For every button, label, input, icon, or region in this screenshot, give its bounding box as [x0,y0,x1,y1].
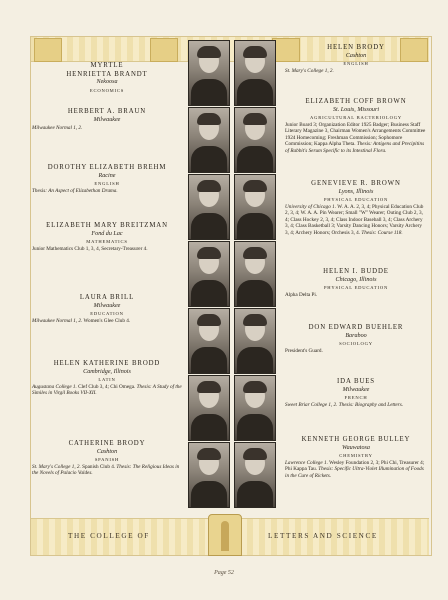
student-course: LATIN [98,377,116,382]
activity-text: Thesis: Course 118. [361,229,403,236]
activity-text: Thesis: Antigens and Precipitins of Rabbit's Serum Specific to its Intestinal Flora. [285,141,425,154]
student-portrait [234,241,276,307]
top-ornament-left-center [150,38,178,62]
portrait-shoulders [237,79,273,106]
activity-text: Thesis: Specific Ultra-Violet Illumination of Foods in the Cure of Rickets. [285,466,424,479]
student-name: GENEVIEVE R. BROWN [311,180,401,187]
portrait-shoulders [191,213,227,240]
activity-text: University of Chicago 1. [285,204,337,210]
student-course: EDUCATION [90,311,124,316]
student-activities [32,246,182,252]
student-portrait [188,241,230,307]
activity-text: W. A. A. 2, 3, 4; Physical Education Club 2, 3, 4; W. A. A. Pin Wearer; Small "W" Wearer; Outing Club 2, 3, 4; Class Hockey 2, 3, 4; Class Indoor Baseball 3, 4; Class Archery 3, 4; Class Basketball 3; Varsity Dancing Honors; Varsity Archery 3, 4; Archery Honors; Orchesis 3, 4. [285,204,424,236]
student-name: HELEN I. BUDDE [323,268,389,275]
portrait-hair [243,448,267,460]
student-course: PHYSICAL EDUCATION [323,197,389,202]
portrait-shoulders [237,481,273,508]
activity-text: Milwaukee Normal 1, 2. [32,125,83,131]
student-course: ENGLISH [343,61,369,66]
portrait-shoulders [237,146,273,173]
student-activities [32,384,182,397]
student-activities [285,68,427,74]
student-name: DON EDWARD BUEHLER [308,324,404,331]
student-hometown: Milwaukee [93,116,121,123]
portrait-shoulders [191,280,227,307]
portrait-shoulders [191,347,227,374]
student-portrait [188,375,230,441]
student-hometown: Cashton [96,448,118,455]
student-name: HENRIETTA BRANDT [66,70,148,78]
student-portrait [234,442,276,508]
portrait-hair [197,180,221,192]
student-portrait [234,375,276,441]
activity-text: Thesis: The Religious Ideas in the Novels of Palacio Valdes. [32,464,180,477]
student-entry [285,44,427,74]
student-activities [32,125,182,131]
student-activities [285,402,427,408]
student-entry [285,180,427,236]
portrait-shoulders [191,79,227,106]
student-entry [32,108,182,131]
page-number: Page 52 [214,570,234,576]
student-activities [285,348,427,354]
activity-text: Thesis: An Aspect of Elizabethan Drama. [32,188,118,194]
activity-text: Thesis: Biography and Letters. [338,402,404,408]
student-course: SOCIOLOGY [339,341,373,346]
student-course: MATHEMATICS [86,239,128,244]
student-name: CATHERINE BRODY [68,440,146,447]
student-hometown: Milwaukee [93,302,121,309]
portrait-hair [197,113,221,125]
student-entry [285,378,427,408]
activity-text: Wesley Foundation 2, 3; Phi Chi, Treasurer 4; Phi Kappa Tau. [285,460,425,473]
student-portrait [234,40,276,106]
portrait-shoulders [191,414,227,441]
activity-text: St. Mary's College 1, 2. [32,464,81,470]
student-name: KENNETH GEORGE BULLEY [301,436,411,443]
activity-text: Milwaukee Normal 1, 2. [32,318,83,324]
activity-text: Lawrence College 1. [285,460,328,466]
student-entry [32,62,182,95]
student-activities [32,318,182,324]
student-name: HERBERT A. BRAUN [67,108,147,115]
student-hometown: Nekoosa [96,79,118,85]
activity-text: Clef Club 3, 4; Chi Omega. [78,384,136,390]
student-entry [285,268,427,298]
activity-text: President's Guard. [285,348,323,354]
footer-left-text: THE COLLEGE OF [68,532,150,540]
student-entry [32,294,182,324]
student-activities [32,188,182,194]
student-portrait [188,174,230,240]
student-course: ECONOMICS [89,87,125,93]
student-activities [285,292,427,298]
top-left-ornament [34,38,62,62]
portrait-shoulders [237,347,273,374]
student-portrait [188,308,230,374]
activity-text: Thesis: A Study of the Similes in Virgil Books VII-XII. [32,384,182,397]
portrait-hair [197,381,221,393]
portrait-hair [243,46,267,58]
student-entry [285,436,427,479]
student-hometown: Fond du Lac [91,230,123,237]
portrait-shoulders [191,481,227,508]
student-course: PHYSICAL EDUCATION [323,285,389,290]
student-hometown: Milwaukee [342,386,370,393]
student-hometown: Cambridge, Illinois [83,368,131,375]
portrait-shoulders [237,414,273,441]
student-portrait [188,40,230,106]
portrait-hair [197,448,221,460]
student-name: HELEN BRODY [327,44,385,51]
student-name: ELIZABETH MARY BREITZMAN [46,222,168,229]
student-entry [32,222,182,252]
student-course: ENGLISH [94,181,120,186]
portrait-hair [197,46,221,58]
student-activities [285,122,427,154]
student-name: DOROTHY ELIZABETH BREHM [47,164,167,171]
student-entry [32,360,182,397]
footer-right-text: LETTERS AND SCIENCE [268,532,378,540]
student-course: FRENCH [344,395,368,400]
student-name: IDA BUES [337,378,375,385]
portrait-hair [243,314,267,326]
student-name: HELEN KATHERINE BRODD [53,360,161,367]
portrait-hair [197,247,221,259]
student-portrait [188,107,230,173]
portrait-hair [243,113,267,125]
student-course: SPANISH [94,457,120,462]
student-entry [32,440,182,477]
activity-text: Junior Mathematics Club 1, 3, 4, Secretary-Treasurer 4. [32,246,148,252]
student-hometown: Chicago, Illinois [335,276,377,283]
student-activities [285,204,427,236]
activity-text: Spanish Club 4. [82,464,116,470]
portrait-hair [197,314,221,326]
student-course: CHEMISTRY [339,453,373,458]
portrait-shoulders [237,280,273,307]
student-hometown: Lyons, Illinois [338,188,374,195]
student-course: AGRICULTURAL BACTERIOLOGY [309,115,402,120]
activity-text: Women's Glee Club 4. [83,318,131,324]
student-name: LAURA BRILL [79,294,135,301]
activity-text: Alpha Delta Pi. [285,292,318,298]
footer-emblem [208,514,242,556]
student-entry [285,324,427,354]
activity-text: Junior Board 3; Organization Editor 1925 Badger; Business Staff Literary Magazine 3, Chairman Women's Arrangements Committee 1924 Homecoming; Freshman Commission; Sophomore Commission; Kappa Alpha Theta. [285,122,426,148]
student-entry [32,164,182,194]
student-portrait [234,308,276,374]
student-hometown: Wauwatosa [342,444,370,451]
student-hometown: Baraboo [345,332,367,339]
portrait-shoulders [191,146,227,173]
portrait-hair [243,381,267,393]
activity-text: St. Mary's College 1, 2. [285,68,334,74]
student-portrait [234,174,276,240]
student-hometown: Cashton [345,52,367,59]
student-portrait [234,107,276,173]
student-name: ELIZABETH COFF BROWN [305,98,407,105]
student-hometown: Racine [98,172,116,179]
activity-text: Augustana College 1. [32,384,77,390]
student-name: MYRTLE [90,62,124,69]
portrait-hair [243,180,267,192]
emblem-figure-icon [221,521,229,551]
student-portrait [188,442,230,508]
student-activities [32,464,182,477]
student-hometown: St. Louis, Missouri [332,106,380,113]
portrait-shoulders [237,213,273,240]
activity-text: Sweet Briar College 1, 2. [285,402,338,408]
student-activities [285,460,427,479]
portrait-hair [243,247,267,259]
student-entry [285,98,427,154]
